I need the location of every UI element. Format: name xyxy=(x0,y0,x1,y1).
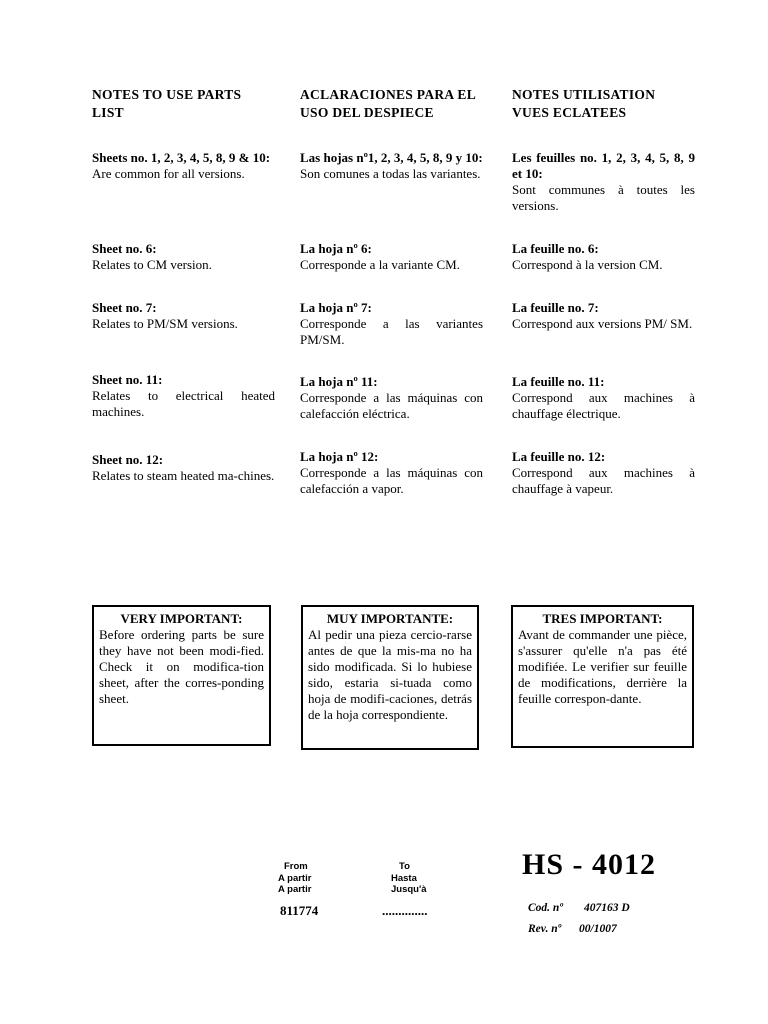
note-title: La feuille no. 6: xyxy=(512,241,599,256)
note-title: Sheets no. 1, 2, 3, 4, 5, 8, 9 & 10: xyxy=(92,150,271,165)
note-en-sheet7 xyxy=(92,300,275,332)
note-title: Sheet no. 11: xyxy=(92,372,163,387)
note-title: La feuille no. 7: xyxy=(512,300,599,315)
note-fr-sheet6 xyxy=(512,241,695,273)
note-desc: Corresponde a las variantes PM/SM. xyxy=(300,316,483,347)
note-title: La feuille no. 12: xyxy=(512,449,606,464)
note-title: La hoja nº 6: xyxy=(300,241,372,256)
model-number: HS - 4012 xyxy=(522,848,657,881)
cod-value: 407163 D xyxy=(584,902,630,914)
note-es-sheet7 xyxy=(300,300,483,348)
to-label: Hasta xyxy=(391,873,417,884)
note-desc: Corresponde a las máquinas con calefacción eléctrica. xyxy=(300,390,483,421)
important-title: MUY IMPORTANTE: xyxy=(326,611,454,626)
note-title: Sheet no. 6: xyxy=(92,241,157,256)
cod-label: Cod. nº xyxy=(528,902,563,914)
note-desc: Son comunes a todas las variantes. xyxy=(300,166,481,181)
important-text: Al pedir una pieza cercio-rarse antes de que la mis-ma no ha sido modificada. Si lo hubiese sido, estaria si-tuada como hoja de modifi-caciones, detrás de la hoja correspondiente. xyxy=(308,627,472,722)
note-fr-sheet7 xyxy=(512,300,695,332)
header-en: NOTES TO USE PARTS LIST xyxy=(92,87,242,120)
note-desc: Correspond à la version CM. xyxy=(512,257,663,272)
important-box-fr xyxy=(511,605,694,748)
note-es-sheet6 xyxy=(300,241,483,273)
note-desc: Relates to electrical heated machines. xyxy=(92,388,275,419)
note-desc: Correspond aux versions PM/ SM. xyxy=(512,316,693,331)
important-text: Before ordering parts be sure they have not been modi-fied. Check it on modifica-tion sheet, after the corres-ponding sheet. xyxy=(99,627,264,706)
note-desc: Relates to CM version. xyxy=(92,257,212,272)
important-box-en xyxy=(92,605,271,746)
note-title: La hoja nº 12: xyxy=(300,449,379,464)
important-title: TRES IMPORTANT: xyxy=(542,611,663,626)
important-box-es xyxy=(301,605,479,750)
note-fr-sheet11 xyxy=(512,374,695,422)
from-value: 811774 xyxy=(280,903,319,918)
note-title: Les feuilles no. 1, 2, 3, 4, 5, 8, 9 et 10: xyxy=(512,150,695,181)
from-label: A partir xyxy=(278,884,312,895)
note-title: Sheet no. 12: xyxy=(92,452,164,467)
note-desc: Corresponde a la variante CM. xyxy=(300,257,460,272)
header-es: ACLARACIONES PARA EL USO DEL DESPIECE xyxy=(300,87,476,120)
note-title: La hoja nº 7: xyxy=(300,300,372,315)
rev-value: 00/1007 xyxy=(579,923,617,935)
note-desc: Are common for all versions. xyxy=(92,166,245,181)
note-desc: Sont communes à toutes les versions. xyxy=(512,182,695,213)
note-title: La hoja nº 11: xyxy=(300,374,378,389)
to-value: .............. xyxy=(382,903,428,918)
from-label: From xyxy=(284,861,308,872)
note-desc: Relates to PM/SM versions. xyxy=(92,316,238,331)
note-title: Las hojas nº1, 2, 3, 4, 5, 8, 9 y 10: xyxy=(300,150,483,165)
note-es-sheet11 xyxy=(300,374,483,422)
note-desc: Relates to steam heated ma-chines. xyxy=(92,468,275,483)
note-es-common xyxy=(300,150,483,182)
note-en-sheet12 xyxy=(92,452,275,484)
important-text: Avant de commander une pièce, s'assurer qu'elle n'a pas été modifiée. Le verifier sur feuille de modifications, derrière la feuille correspon-dante. xyxy=(518,627,687,706)
note-desc: Correspond aux machines à chauffage à vapeur. xyxy=(512,465,695,496)
note-en-sheet11 xyxy=(92,372,275,420)
note-desc: Correspond aux machines à chauffage électrique. xyxy=(512,390,695,421)
note-title: La feuille no. 11: xyxy=(512,374,605,389)
header-fr: NOTES UTILISATION VUES ECLATEES xyxy=(512,87,656,120)
note-en-common xyxy=(92,150,275,182)
from-label: A partir xyxy=(278,873,312,884)
note-es-sheet12 xyxy=(300,449,483,497)
to-label: To xyxy=(399,861,410,872)
important-title: VERY IMPORTANT: xyxy=(120,611,243,626)
note-fr-sheet12 xyxy=(512,449,695,497)
note-fr-common xyxy=(512,150,695,214)
to-label: Jusqu'à xyxy=(391,884,427,895)
note-title: Sheet no. 7: xyxy=(92,300,157,315)
rev-label: Rev. nº xyxy=(528,923,562,935)
note-desc: Corresponde a las máquinas con calefacción a vapor. xyxy=(300,465,483,496)
note-en-sheet6 xyxy=(92,241,275,273)
